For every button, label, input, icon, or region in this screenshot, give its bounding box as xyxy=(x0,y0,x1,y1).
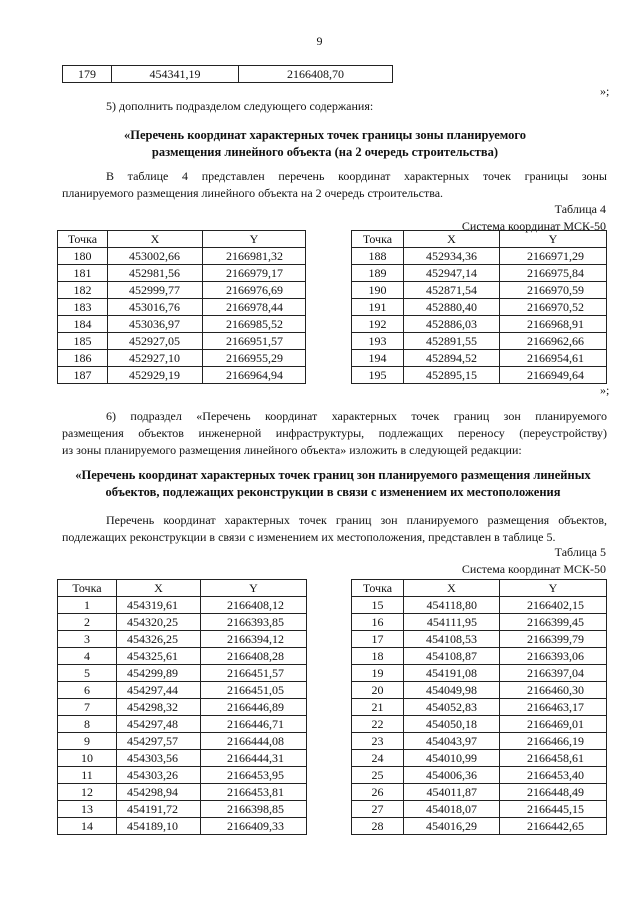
table-cell: 2166451,05 xyxy=(201,682,307,699)
table-cell: 454341,19 xyxy=(112,66,239,83)
table-cell: 2166954,61 xyxy=(500,350,607,367)
table-cell: 190 xyxy=(352,282,404,299)
table-cell: 2166951,57 xyxy=(203,333,306,350)
table-cell: 2166393,85 xyxy=(201,614,307,631)
table-cell: 2166399,79 xyxy=(500,631,607,648)
table-cell: 454297,57 xyxy=(117,733,201,750)
table-row xyxy=(58,614,307,631)
coordinate-system-label: Система координат МСК-50 xyxy=(461,219,606,233)
table-cell: 2166458,61 xyxy=(500,750,607,767)
table-cell: 23 xyxy=(352,733,404,750)
table-row xyxy=(352,282,607,299)
heading-line: «Перечень координат характерных точек границ зон планируемого размещения линейных xyxy=(75,468,591,482)
table-cell: 2166399,45 xyxy=(500,614,607,631)
table-row xyxy=(352,648,607,665)
column-header: X xyxy=(404,580,500,597)
table-cell: 24 xyxy=(352,750,404,767)
column-header: X xyxy=(108,231,203,248)
table-cell: 194 xyxy=(352,350,404,367)
table-row xyxy=(58,248,306,265)
table-cell: 453002,66 xyxy=(108,248,203,265)
table-cell: 2166398,85 xyxy=(201,801,307,818)
table-cell: 454299,89 xyxy=(117,665,201,682)
section-heading-2 xyxy=(58,467,608,501)
table-cell: 2166975,84 xyxy=(500,265,607,282)
column-header: X xyxy=(117,580,201,597)
table-cell: 2166409,33 xyxy=(201,818,307,835)
table-cell: 9 xyxy=(58,733,117,750)
table-cell: 2166979,17 xyxy=(203,265,306,282)
table-5-right xyxy=(351,579,607,835)
table-cell: 185 xyxy=(58,333,108,350)
table-row xyxy=(58,367,306,384)
table-cell: 454191,08 xyxy=(404,665,500,682)
table-cell: 2166968,91 xyxy=(500,316,607,333)
table-row xyxy=(352,316,607,333)
table-cell: 26 xyxy=(352,784,404,801)
item-6-text xyxy=(62,408,607,459)
table-cell: 454298,94 xyxy=(117,784,201,801)
table-cell: 2166408,12 xyxy=(201,597,307,614)
table-cell: 2166451,57 xyxy=(201,665,307,682)
table-cell: 2166453,81 xyxy=(201,784,307,801)
table-cell: 452895,15 xyxy=(404,367,500,384)
table-cell: 2166466,19 xyxy=(500,733,607,750)
table-4-right xyxy=(351,230,607,384)
table-cell: 454325,61 xyxy=(117,648,201,665)
table-row xyxy=(58,699,307,716)
table-4-label: Таблица 4 xyxy=(554,202,606,216)
table-cell: 452927,05 xyxy=(108,333,203,350)
table-cell: 11 xyxy=(58,767,117,784)
table-cell: 2166394,12 xyxy=(201,631,307,648)
table-cell: 454189,10 xyxy=(117,818,201,835)
table-row xyxy=(352,597,607,614)
table-cell: 4 xyxy=(58,648,117,665)
table-cell: 28 xyxy=(352,818,404,835)
column-header: Y xyxy=(203,231,306,248)
table-row xyxy=(352,801,607,818)
paragraph-line: размещения объектов инженерной инфраструктуры, подлежащих переносу (переустройству) xyxy=(62,426,607,440)
table-cell: 2166469,01 xyxy=(500,716,607,733)
table-cell: 452886,03 xyxy=(404,316,500,333)
table-cell: 2166402,15 xyxy=(500,597,607,614)
table-cell: 2166445,15 xyxy=(500,801,607,818)
table-cell: 453036,97 xyxy=(108,316,203,333)
table-cell: 2166949,64 xyxy=(500,367,607,384)
table-cell: 2166408,70 xyxy=(239,66,393,83)
table-cell: 452871,54 xyxy=(404,282,500,299)
table-row xyxy=(58,316,306,333)
table-cell: 454018,07 xyxy=(404,801,500,818)
table-cell: 2166955,29 xyxy=(203,350,306,367)
table-cell: 20 xyxy=(352,682,404,699)
table-cell: 454052,83 xyxy=(404,699,500,716)
table-cell: 25 xyxy=(352,767,404,784)
coordinate-system-label: Система координат МСК-50 xyxy=(461,562,606,576)
table-cell: 2 xyxy=(58,614,117,631)
column-header: Точка xyxy=(58,580,117,597)
paragraph-line: из зоны планируемого размещения линейного объекта» изложить в следующей редакции: xyxy=(62,443,522,457)
table-cell: 453016,76 xyxy=(108,299,203,316)
table-row xyxy=(352,350,607,367)
table-row xyxy=(352,265,607,282)
column-header: Точка xyxy=(352,231,404,248)
table-cell: 5 xyxy=(58,665,117,682)
table-cell: 454297,44 xyxy=(117,682,201,699)
paragraph-line: Перечень координат характерных точек границ зон планируемого размещения объектов, xyxy=(106,513,607,527)
table-cell: 187 xyxy=(58,367,108,384)
table-cell: 189 xyxy=(352,265,404,282)
table-cell: 195 xyxy=(352,367,404,384)
table-cell: 2166446,71 xyxy=(201,716,307,733)
table-cell: 2166962,66 xyxy=(500,333,607,350)
table-cell: 2166444,31 xyxy=(201,750,307,767)
table-cell: 186 xyxy=(58,350,108,367)
table-row xyxy=(352,631,607,648)
table-row xyxy=(58,818,307,835)
paragraph-line: 6) подраздел «Перечень координат характерных точек границ зон планируемого xyxy=(106,409,607,423)
table-cell: 191 xyxy=(352,299,404,316)
table-row xyxy=(352,716,607,733)
table-header-row xyxy=(352,580,607,597)
table-row xyxy=(352,767,607,784)
table-cell: 2166964,94 xyxy=(203,367,306,384)
table-row xyxy=(58,631,307,648)
table-cell: 454326,25 xyxy=(117,631,201,648)
table-row xyxy=(58,733,307,750)
table-cell: 454297,48 xyxy=(117,716,201,733)
table-cell: 22 xyxy=(352,716,404,733)
table-cell: 17 xyxy=(352,631,404,648)
paragraph-line: планируемого размещения линейного объекта на 2 очередь строительства. xyxy=(62,186,444,200)
item-5-text: 5) дополнить подразделом следующего содержания: xyxy=(106,99,374,113)
table-cell: 14 xyxy=(58,818,117,835)
table-4-left xyxy=(57,230,306,384)
table-row xyxy=(58,299,306,316)
table-row xyxy=(352,699,607,716)
table-cell: 2166442,65 xyxy=(500,818,607,835)
table-cell: 2166460,30 xyxy=(500,682,607,699)
table-cell: 184 xyxy=(58,316,108,333)
table-cell: 454049,98 xyxy=(404,682,500,699)
heading-line: объектов, подлежащих реконструкции в связи с изменением их местоположения xyxy=(105,485,561,499)
table-row xyxy=(58,750,307,767)
table-cell: 16 xyxy=(352,614,404,631)
table-row xyxy=(352,248,607,265)
table-cell: 1 xyxy=(58,597,117,614)
continuation-table xyxy=(62,65,393,83)
table-cell: 2166446,89 xyxy=(201,699,307,716)
table-cell: 454108,53 xyxy=(404,631,500,648)
closing-quote: »; xyxy=(600,84,610,98)
table-cell: 193 xyxy=(352,333,404,350)
table-row xyxy=(58,282,306,299)
table-cell: 454011,87 xyxy=(404,784,500,801)
closing-quote: »; xyxy=(600,383,610,397)
column-header: Y xyxy=(500,580,607,597)
table-row xyxy=(352,665,607,682)
table-header-row xyxy=(58,580,307,597)
table-cell: 454320,25 xyxy=(117,614,201,631)
table-header-row xyxy=(58,231,306,248)
table-row xyxy=(352,784,607,801)
table-cell: 2166985,52 xyxy=(203,316,306,333)
paragraph-1 xyxy=(62,168,607,202)
table-cell: 2166970,59 xyxy=(500,282,607,299)
table-cell: 2166970,52 xyxy=(500,299,607,316)
table-row xyxy=(352,682,607,699)
table-cell: 27 xyxy=(352,801,404,818)
table-cell: 452894,52 xyxy=(404,350,500,367)
table-cell: 7 xyxy=(58,699,117,716)
table-cell: 454319,61 xyxy=(117,597,201,614)
table-cell: 13 xyxy=(58,801,117,818)
table-cell: 3 xyxy=(58,631,117,648)
heading-line: размещения линейного объекта (на 2 очередь строительства) xyxy=(151,145,499,159)
table-row xyxy=(58,665,307,682)
table-row xyxy=(352,750,607,767)
table-cell: 183 xyxy=(58,299,108,316)
page-number: 9 xyxy=(316,34,323,48)
table-cell: 180 xyxy=(58,248,108,265)
table-cell: 454006,36 xyxy=(404,767,500,784)
table-row xyxy=(352,367,607,384)
table-row xyxy=(352,333,607,350)
table-cell: 2166393,06 xyxy=(500,648,607,665)
table-cell: 452880,40 xyxy=(404,299,500,316)
table-cell: 452947,14 xyxy=(404,265,500,282)
table-cell: 12 xyxy=(58,784,117,801)
table-cell: 192 xyxy=(352,316,404,333)
paragraph-line: подлежащих реконструкции в связи с изменением их местоположения, представлен в таблице 5. xyxy=(62,530,556,544)
table-cell: 8 xyxy=(58,716,117,733)
table-cell: 2166971,29 xyxy=(500,248,607,265)
column-header: Точка xyxy=(58,231,108,248)
column-header: Y xyxy=(500,231,607,248)
table-cell: 2166453,40 xyxy=(500,767,607,784)
table-row xyxy=(352,818,607,835)
table-cell: 188 xyxy=(352,248,404,265)
table-cell: 452891,55 xyxy=(404,333,500,350)
table-cell: 15 xyxy=(352,597,404,614)
table-cell: 454303,26 xyxy=(117,767,201,784)
table-row xyxy=(58,682,307,699)
table-row xyxy=(58,716,307,733)
table-row xyxy=(58,801,307,818)
table-cell: 2166448,49 xyxy=(500,784,607,801)
table-row xyxy=(58,648,307,665)
paragraph-line: В таблице 4 представлен перечень координат характерных точек границы зоны xyxy=(106,169,607,183)
table-5-label: Таблица 5 xyxy=(554,545,606,559)
heading-line: «Перечень координат характерных точек границы зоны планируемого xyxy=(124,128,526,142)
table-row xyxy=(58,265,306,282)
table-cell: 454016,29 xyxy=(404,818,500,835)
table-cell: 452927,10 xyxy=(108,350,203,367)
table-cell: 452999,77 xyxy=(108,282,203,299)
table-cell: 182 xyxy=(58,282,108,299)
table-row xyxy=(352,733,607,750)
table-row xyxy=(58,333,306,350)
table-row xyxy=(58,597,307,614)
table-cell: 18 xyxy=(352,648,404,665)
column-header: Точка xyxy=(352,580,404,597)
table-cell: 2166408,28 xyxy=(201,648,307,665)
table-cell: 2166981,32 xyxy=(203,248,306,265)
table-cell: 454303,56 xyxy=(117,750,201,767)
table-cell: 454111,95 xyxy=(404,614,500,631)
table-cell: 454108,87 xyxy=(404,648,500,665)
section-heading-1 xyxy=(60,127,590,161)
table-cell: 10 xyxy=(58,750,117,767)
table-cell: 454050,18 xyxy=(404,716,500,733)
table-cell: 2166463,17 xyxy=(500,699,607,716)
table-cell: 454043,97 xyxy=(404,733,500,750)
table-cell: 454118,80 xyxy=(404,597,500,614)
table-cell: 452981,56 xyxy=(108,265,203,282)
table-cell: 21 xyxy=(352,699,404,716)
table-row xyxy=(58,767,307,784)
table-row xyxy=(352,299,607,316)
table-row xyxy=(352,614,607,631)
table-cell: 19 xyxy=(352,665,404,682)
column-header: Y xyxy=(201,580,307,597)
table-cell: 454191,72 xyxy=(117,801,201,818)
table-cell: 6 xyxy=(58,682,117,699)
table-cell: 454010,99 xyxy=(404,750,500,767)
table-cell: 2166397,04 xyxy=(500,665,607,682)
table-row xyxy=(58,784,307,801)
paragraph-2 xyxy=(62,512,607,546)
table-cell: 452934,36 xyxy=(404,248,500,265)
table-cell: 2166453,95 xyxy=(201,767,307,784)
table-cell: 454298,32 xyxy=(117,699,201,716)
table-row xyxy=(58,350,306,367)
table-5-left xyxy=(57,579,307,835)
table-cell: 179 xyxy=(63,66,112,83)
table-cell: 452929,19 xyxy=(108,367,203,384)
table-cell: 181 xyxy=(58,265,108,282)
column-header: X xyxy=(404,231,500,248)
table-row xyxy=(63,66,393,83)
table-cell: 2166978,44 xyxy=(203,299,306,316)
table-cell: 2166444,08 xyxy=(201,733,307,750)
table-cell: 2166976,69 xyxy=(203,282,306,299)
table-header-row xyxy=(352,231,607,248)
